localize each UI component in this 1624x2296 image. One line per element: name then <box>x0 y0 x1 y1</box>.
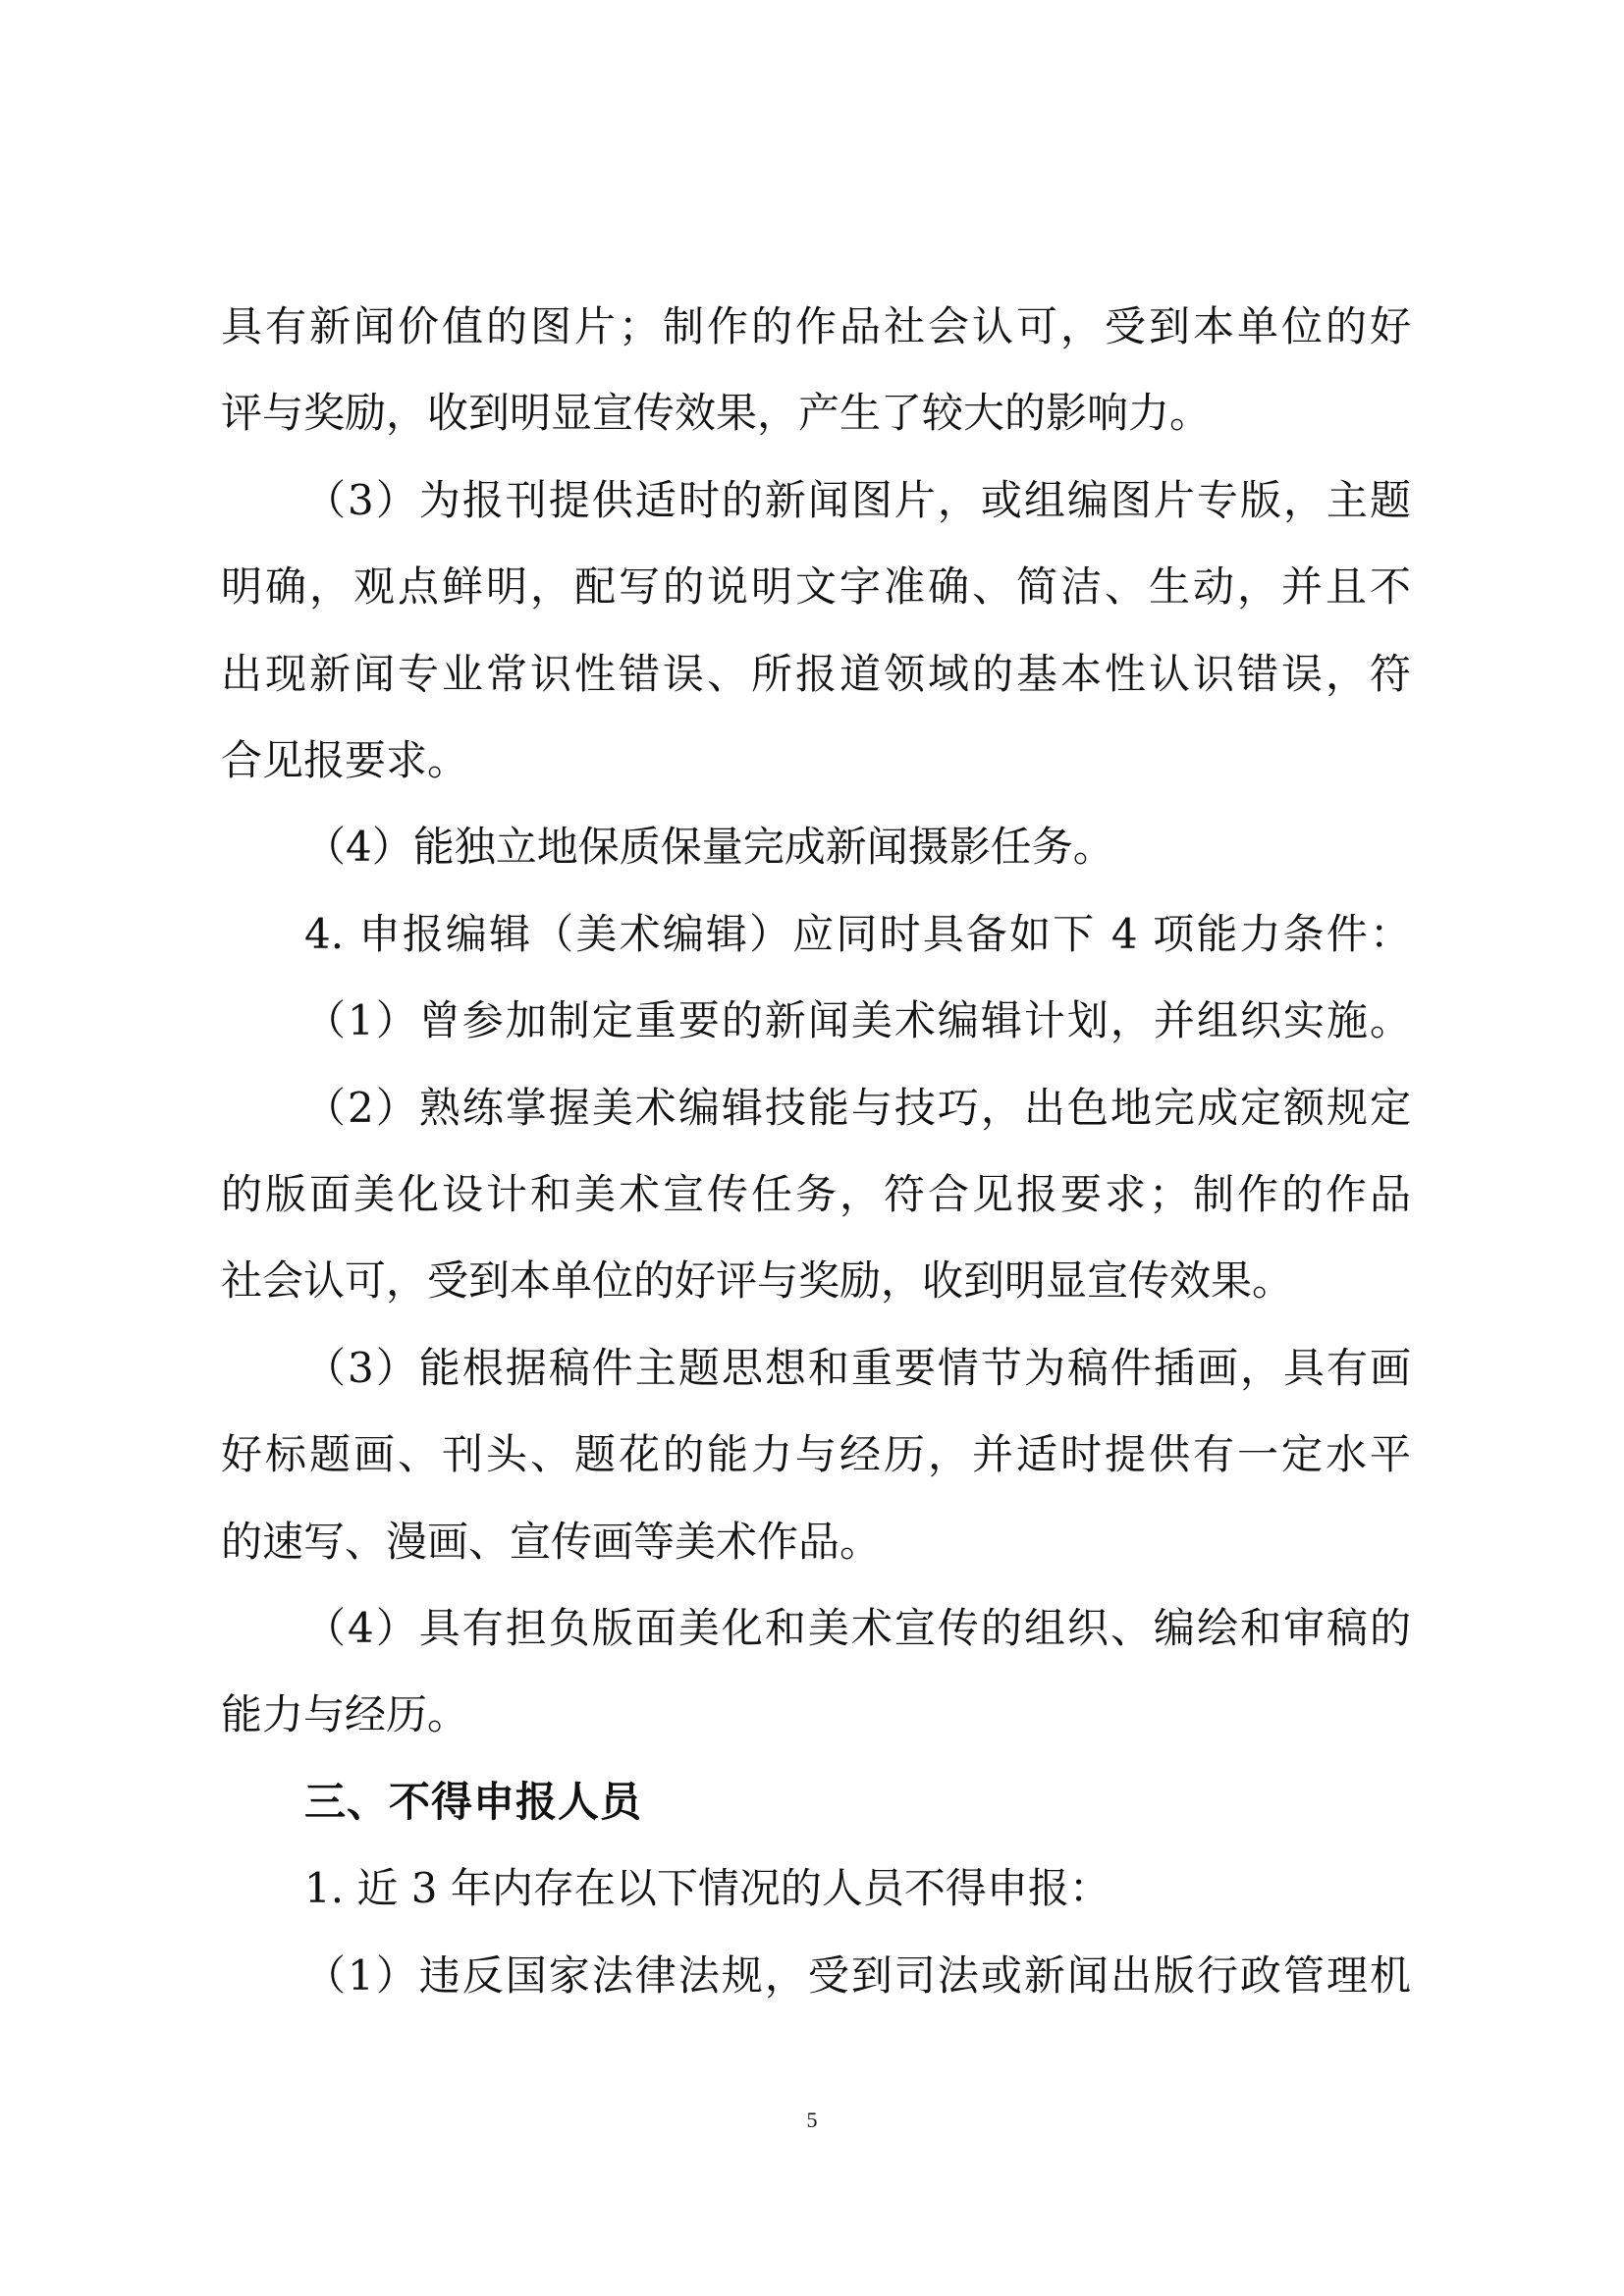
paragraph-line: 好标题画、刊头、题花的能力与经历，并适时提供有一定水平 <box>221 1430 1411 1478</box>
paragraph-line: （4）能独立地保质保量完成新闻摄影任务。 <box>304 823 1114 871</box>
paragraph-line: 社会认可，受到本单位的好评与奖励，收到明显宣传效果。 <box>221 1256 1294 1305</box>
paragraph-line: 的版面美化设计和美术宣传任务，符合见报要求；制作的作品 <box>221 1170 1411 1218</box>
paragraph-line: 的速写、漫画、宣传画等美术作品。 <box>221 1518 882 1566</box>
paragraph-line: （2）熟练掌握美术编辑技能与技巧，出色地完成定额规定 <box>304 1084 1411 1132</box>
paragraph-line: 1. 近 3 年内存在以下情况的人员不得申报： <box>304 1864 1110 1912</box>
paragraph-line: 明确，观点鲜明，配写的说明文字准确、简洁、生动，并且不 <box>221 562 1411 611</box>
paragraph-line: （3）能根据稿件主题思想和重要情节为稿件插画，具有画 <box>304 1344 1411 1392</box>
paragraph-line: 能力与经历。 <box>221 1690 469 1738</box>
paragraph-line: 合见报要求。 <box>221 736 469 784</box>
section-heading: 三、不得申报人员 <box>304 1778 643 1826</box>
paragraph-line: （3）为报刊提供适时的新闻图片，或组编图片专版，主题 <box>304 476 1411 524</box>
paragraph-line: 具有新闻价值的图片；制作的作品社会认可，受到本单位的好 <box>221 302 1411 350</box>
paragraph-line: （1）违反国家法律法规，受到司法或新闻出版行政管理机 <box>304 1951 1411 2000</box>
paragraph-line: 4. 申报编辑（美术编辑）应同时具备如下 4 项能力条件： <box>304 910 1411 958</box>
paragraph-line: 出现新闻专业常识性错误、所报道领域的基本性认识错误，符 <box>221 650 1411 698</box>
paragraph-line: 评与奖励，收到明显宣传效果，产生了较大的影响力。 <box>221 389 1212 437</box>
page-number: 5 <box>806 2108 818 2132</box>
paragraph-line: （1）曾参加制定重要的新闻美术编辑计划，并组织实施。 <box>304 996 1411 1044</box>
paragraph-line: （4）具有担负版面美化和美术宣传的组织、编绘和审稿的 <box>304 1604 1411 1652</box>
